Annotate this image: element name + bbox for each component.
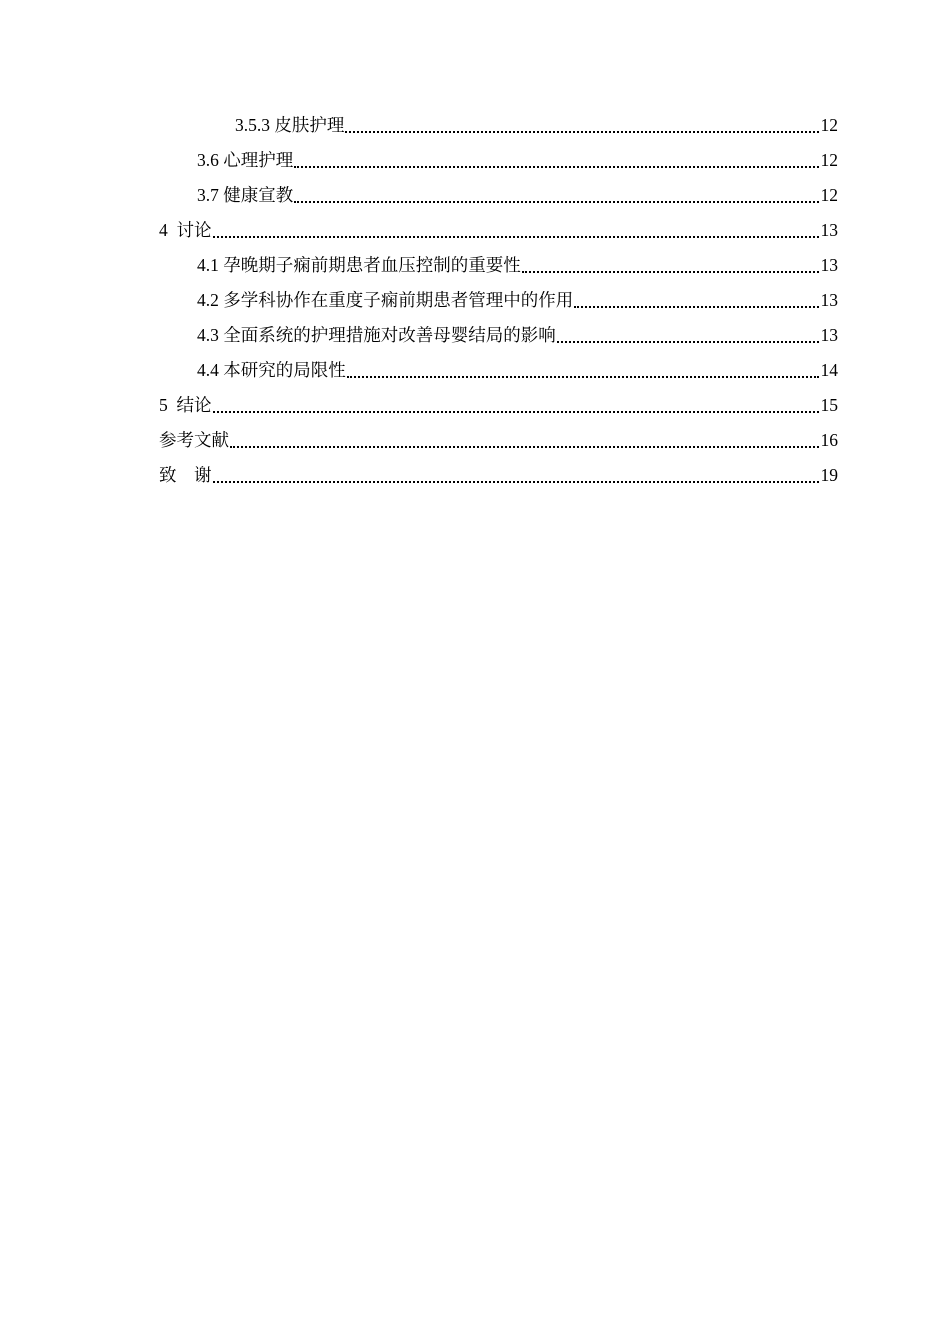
toc-entry-title: 4.3 全面系统的护理措施对改善母婴结局的影响 [197, 325, 556, 345]
toc-page-number: 19 [820, 465, 838, 485]
toc-entry-title: 3.7 健康宣教 [197, 185, 294, 205]
toc-entry-references[interactable] [159, 423, 838, 458]
toc-page-number: 12 [820, 150, 838, 170]
toc-entry-title: 3.6 心理护理 [197, 150, 294, 170]
toc-page-number: 16 [820, 430, 838, 450]
toc-dot-leader [521, 248, 821, 283]
toc-entry-4-4[interactable] [159, 353, 838, 388]
toc-entry-title: 致 谢 [159, 465, 212, 485]
toc-dot-leader [344, 108, 820, 143]
toc-entry-4-1[interactable] [159, 248, 838, 283]
toc-dot-leader [556, 318, 821, 353]
toc-entry-title: 4.2 多学科协作在重度子痫前期患者管理中的作用 [197, 290, 574, 310]
toc-dot-leader [212, 458, 821, 493]
toc-dot-leader [212, 388, 821, 423]
toc-dot-leader [212, 213, 821, 248]
table-of-contents [159, 108, 838, 493]
toc-page-number: 13 [820, 255, 838, 275]
toc-entry-3-5-3[interactable] [159, 108, 838, 143]
toc-entry-acknowledgements[interactable] [159, 458, 838, 493]
toc-page-number: 13 [820, 325, 838, 345]
toc-page-number: 12 [820, 185, 838, 205]
toc-entry-4[interactable] [159, 213, 838, 248]
toc-entry-title: 3.5.3 皮肤护理 [235, 115, 345, 135]
toc-entry-title: 参考文献 [159, 430, 229, 450]
toc-page-number: 13 [820, 290, 838, 310]
toc-entry-4-3[interactable] [159, 318, 838, 353]
toc-entry-5[interactable] [159, 388, 838, 423]
toc-dot-leader [346, 353, 821, 388]
toc-page-number: 14 [820, 360, 838, 380]
toc-dot-leader [573, 283, 820, 318]
toc-entry-title: 5 结论 [159, 395, 212, 415]
toc-dot-leader [293, 143, 820, 178]
toc-entry-title: 4.4 本研究的局限性 [197, 360, 346, 380]
toc-entry-title: 4 讨论 [159, 220, 212, 240]
toc-page-number: 15 [820, 395, 838, 415]
toc-page-number: 13 [820, 220, 838, 240]
toc-entry-3-7[interactable] [159, 178, 838, 213]
toc-entry-title: 4.1 孕晚期子痫前期患者血压控制的重要性 [197, 255, 521, 275]
toc-entry-4-2[interactable] [159, 283, 838, 318]
toc-dot-leader [229, 423, 821, 458]
toc-dot-leader [293, 178, 820, 213]
toc-entry-3-6[interactable] [159, 143, 838, 178]
toc-page-number: 12 [820, 115, 838, 135]
